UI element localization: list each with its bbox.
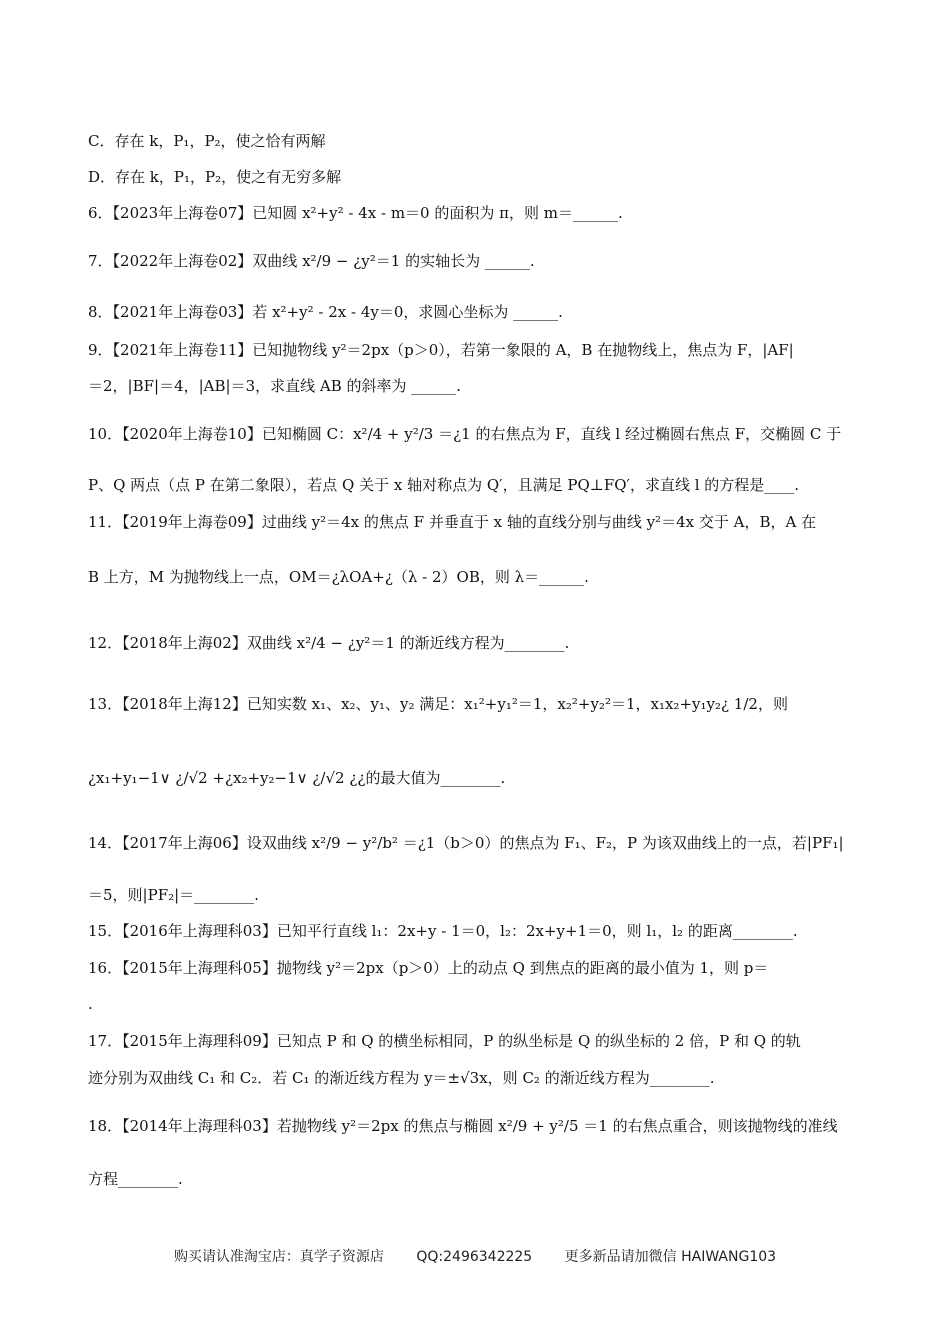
question-17-line-2: 迹分别为双曲线 C₁ 和 C₂．若 C₁ 的渐近线方程为 y＝±√3x，则 C₂ 的渐近线方程为________.	[88, 1069, 715, 1087]
question-10-line-2: P、Q 两点（点 P 在第二象限），若点 Q 关于 x 轴对称点为 Q′，且满足 PQ⊥FQ′，求直线 l 的方程是____.	[88, 476, 800, 494]
question-6: 6．【2023年上海卷07】已知圆 x²+y² - 4x - m＝0 的面积为 π，则 m＝______.	[88, 204, 623, 222]
question-8: 8．【2021年上海卷03】若 x²+y² - 2x - 4y＝0，求圆心坐标为 ______.	[88, 303, 563, 321]
footer-qq: QQ:2496342225	[416, 1249, 533, 1265]
question-17-line-1: 17．【2015年上海理科09】已知点 P 和 Q 的横坐标相同，P 的纵坐标是 Q 的纵坐标的 2 倍，P 和 Q 的轨	[88, 1032, 801, 1050]
question-16-line-2: .	[88, 995, 93, 1013]
question-13-line-1: 13．【2018年上海12】已知实数 x₁、x₂、y₁、y₂ 满足：x₁²+y₁²＝1，x₂²+y₂²＝1，x₁x₂+y₁y₂¿ 1/2，则	[88, 695, 788, 713]
footer-shop: 购买请认准淘宝店：真学子资源店	[173, 1249, 384, 1265]
question-12: 12．【2018年上海02】双曲线 x²/4 − ¿y²＝1 的渐近线方程为________.	[88, 634, 570, 652]
option-d: D．存在 k，P₁，P₂，使之有无穷多解	[88, 168, 342, 186]
question-16-line-1: 16．【2015年上海理科05】抛物线 y²＝2px（p＞0）上的动点 Q 到焦点的距离的最小值为 1，则 p＝	[88, 959, 769, 977]
question-7: 7．【2022年上海卷02】双曲线 x²/9 − ¿y²＝1 的实轴长为 ______.	[88, 252, 535, 270]
footer-wechat: 更多新品请加微信 HAIWANG103	[564, 1249, 777, 1265]
question-18-line-1: 18．【2014年上海理科03】若抛物线 y²＝2px 的焦点与椭圆 x²/9 + y²/5 ＝1 的右焦点重合，则该抛物线的准线	[88, 1117, 838, 1135]
question-11-line-2: B 上方，M 为抛物线上一点，OM＝¿λOA+¿（λ - 2）OB，则 λ＝______.	[88, 568, 589, 586]
question-9-line-1: 9．【2021年上海卷11】已知抛物线 y²＝2px（p＞0），若第一象限的 A，B 在抛物线上，焦点为 F，|AF|	[88, 341, 794, 359]
page-footer	[0, 1246, 950, 1266]
option-c: C．存在 k，P₁，P₂，使之恰有两解	[88, 132, 326, 150]
question-10-line-1: 10．【2020年上海卷10】已知椭圆 C：x²/4 + y²/3 ＝¿1 的右焦点为 F，直线 l 经过椭圆右焦点 F，交椭圆 C 于	[88, 425, 842, 443]
question-13-line-2: ¿x₁+y₁−1∨ ¿/√2 +¿x₂+y₂−1∨ ¿/√2 ¿¿的最大值为________.	[88, 769, 506, 787]
question-14-line-2: ＝5，则|PF₂|＝________.	[88, 886, 259, 904]
question-15: 15．【2016年上海理科03】已知平行直线 l₁：2x+y - 1＝0，l₂：2x+y+1＝0，则 l₁，l₂ 的距离________.	[88, 922, 798, 940]
question-18-line-2: 方程________.	[88, 1170, 183, 1188]
question-11-line-1: 11．【2019年上海卷09】过曲线 y²＝4x 的焦点 F 并垂直于 x 轴的直线分别与曲线 y²＝4x 交于 A，B，A 在	[88, 513, 817, 531]
question-14-line-1: 14．【2017年上海06】设双曲线 x²/9 − y²/b² ＝¿1（b＞0）的焦点为 F₁、F₂，P 为该双曲线上的一点，若|PF₁|	[88, 834, 844, 852]
question-9-line-2: ＝2，|BF|＝4，|AB|＝3，求直线 AB 的斜率为 ______.	[88, 377, 462, 395]
